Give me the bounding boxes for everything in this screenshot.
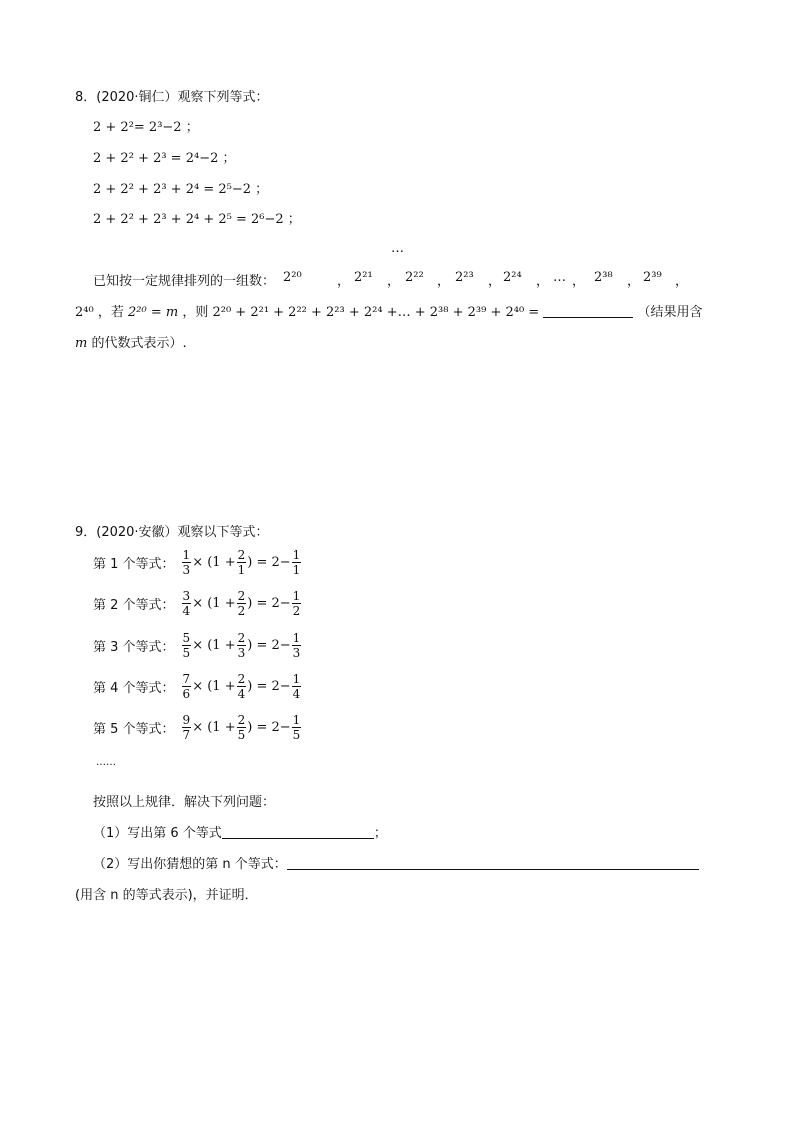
frac-num: 1 (292, 631, 301, 645)
times-open: × (1 + (192, 679, 236, 694)
q8-sum-expr: 2²⁰ + 2²¹ + 2²² + 2²³ + 2²⁴ +… + 2³⁸ + 2³⁹ + 2⁴⁰ = (212, 305, 540, 320)
q9-equation-1 (93, 549, 302, 576)
frac-den: 5 (292, 728, 301, 742)
q9-part1-end: ； (373, 826, 387, 841)
fraction (182, 590, 192, 617)
times-open: × (1 + (192, 596, 236, 611)
q8-seq-1: 2²¹ (354, 270, 373, 285)
fraction (292, 549, 302, 576)
fraction (237, 673, 247, 700)
q8-equation-3: 2 + 2² + 2³ + 2⁴ = 2⁵−2 ； (93, 182, 269, 197)
q9-eq-label: 第 4 个等式： (93, 681, 175, 696)
frac-num: 2 (237, 589, 246, 603)
q8-condition-prefix: ，若 (97, 305, 124, 320)
q9-equation-5 (93, 714, 302, 741)
q9-equation-4 (93, 673, 302, 700)
comma: ， (387, 274, 401, 289)
frac-den: 3 (237, 646, 246, 660)
fraction (292, 714, 302, 741)
frac-num: 1 (292, 713, 301, 727)
close-eq: ) = 2− (247, 720, 291, 735)
close-eq: ) = 2− (247, 638, 291, 653)
frac-den: 4 (292, 687, 301, 701)
q9-instruction: 按照以上规律．解决下列问题： (93, 795, 276, 810)
q8-line2-start: 2⁴⁰ (75, 305, 94, 320)
q9-equation-3 (93, 632, 302, 659)
frac-den: 7 (182, 728, 191, 742)
q8-line3-var: m (75, 336, 88, 351)
q8-seq-3: 2²³ (455, 270, 474, 285)
q9-part1-label: （1）写出第 6 个等式 (93, 826, 222, 841)
q9-part1 (93, 822, 387, 841)
times-open: × (1 + (192, 638, 236, 653)
fraction (182, 714, 192, 741)
frac-num: 2 (237, 713, 246, 727)
q8-equation-4: 2 + 2² + 2³ + 2⁴ + 2⁵ = 2⁶−2 ； (93, 212, 301, 227)
q8-intro: 已知按一定规律排列的一组数： (93, 274, 276, 289)
q8-title: 8．(2020·铜仁）观察下列等式： (75, 90, 269, 105)
fraction (292, 673, 302, 700)
fraction (182, 549, 192, 576)
frac-den: 3 (292, 646, 301, 660)
close-eq: ) = 2− (247, 679, 291, 694)
q8-equation-2: 2 + 2² + 2³ = 2⁴−2 ； (93, 151, 236, 166)
q9-title: 9．(2020·安徽）观察以下等式： (75, 525, 269, 540)
comma: ， (488, 274, 502, 289)
fraction (237, 549, 247, 576)
frac-den: 6 (182, 687, 191, 701)
q8-seq-4: 2²⁴ (503, 270, 522, 285)
fraction (292, 590, 302, 617)
fraction (237, 632, 247, 659)
frac-den: 5 (237, 728, 246, 742)
frac-num: 1 (292, 548, 301, 562)
frac-num: 2 (237, 631, 246, 645)
frac-num: 5 (182, 631, 191, 645)
close-eq: ) = 2− (247, 555, 291, 570)
fraction (182, 673, 192, 700)
comma: ， (675, 274, 689, 289)
times-open: × (1 + (192, 720, 236, 735)
frac-num: 2 (237, 548, 246, 562)
q9-part2-cont: (用含 n 的等式表示)，并证明． (75, 888, 258, 903)
q8-seq-0: 2²⁰ (283, 270, 302, 285)
fraction (237, 714, 247, 741)
q9-part2 (93, 853, 699, 872)
q9-part1-blank[interactable] (222, 826, 374, 839)
q8-ellipsis: … (391, 241, 404, 256)
q8-line3 (75, 332, 187, 351)
q8-then: ，则 (182, 305, 209, 320)
times-open: × (1 + (192, 555, 236, 570)
comma: ， (337, 274, 351, 289)
comma: ， (437, 274, 451, 289)
frac-den: 1 (237, 563, 246, 577)
frac-den: 1 (292, 563, 301, 577)
frac-num: 3 (182, 589, 191, 603)
q8-line3-rest: 的代数式表示）. (91, 336, 187, 351)
frac-den: 2 (237, 604, 246, 618)
q9-equation-2 (93, 590, 302, 617)
comma: ， (572, 274, 586, 289)
q8-condition: 2²⁰ = m (128, 305, 179, 320)
frac-den: 4 (182, 604, 191, 618)
frac-num: 9 (182, 713, 191, 727)
q8-seq-2: 2²² (405, 270, 424, 285)
q9-part2-label: （2）写出你猜想的第 n 个等式： (93, 857, 287, 872)
q9-eq-label: 第 1 个等式： (93, 557, 175, 572)
fraction (237, 590, 247, 617)
frac-den: 3 (182, 563, 191, 577)
frac-den: 4 (237, 687, 246, 701)
comma: ， (536, 274, 550, 289)
q8-seq-7: 2³⁹ (643, 270, 662, 285)
q9-dots: …… (96, 757, 116, 768)
comma: ， (627, 274, 641, 289)
fraction (292, 632, 302, 659)
q8-result-hint: （结果用含 (637, 305, 703, 320)
frac-num: 1 (182, 548, 191, 562)
q8-answer-blank[interactable] (543, 305, 633, 318)
q9-eq-label: 第 2 个等式： (93, 598, 175, 613)
fraction (182, 632, 192, 659)
close-eq: ) = 2− (247, 596, 291, 611)
frac-num: 1 (292, 589, 301, 603)
q8-seq-5: … (553, 270, 566, 285)
q9-part2-blank[interactable] (287, 857, 699, 870)
q9-eq-label: 第 5 个等式： (93, 722, 175, 737)
frac-num: 7 (182, 672, 191, 686)
frac-num: 2 (237, 672, 246, 686)
q8-line2 (75, 301, 702, 320)
frac-den: 5 (182, 646, 191, 660)
q9-eq-label: 第 3 个等式： (93, 640, 175, 655)
q8-seq-6: 2³⁸ (594, 270, 613, 285)
frac-num: 1 (292, 672, 301, 686)
q8-equation-1: 2 + 2²= 2³−2 ； (93, 120, 199, 135)
frac-den: 2 (292, 604, 301, 618)
